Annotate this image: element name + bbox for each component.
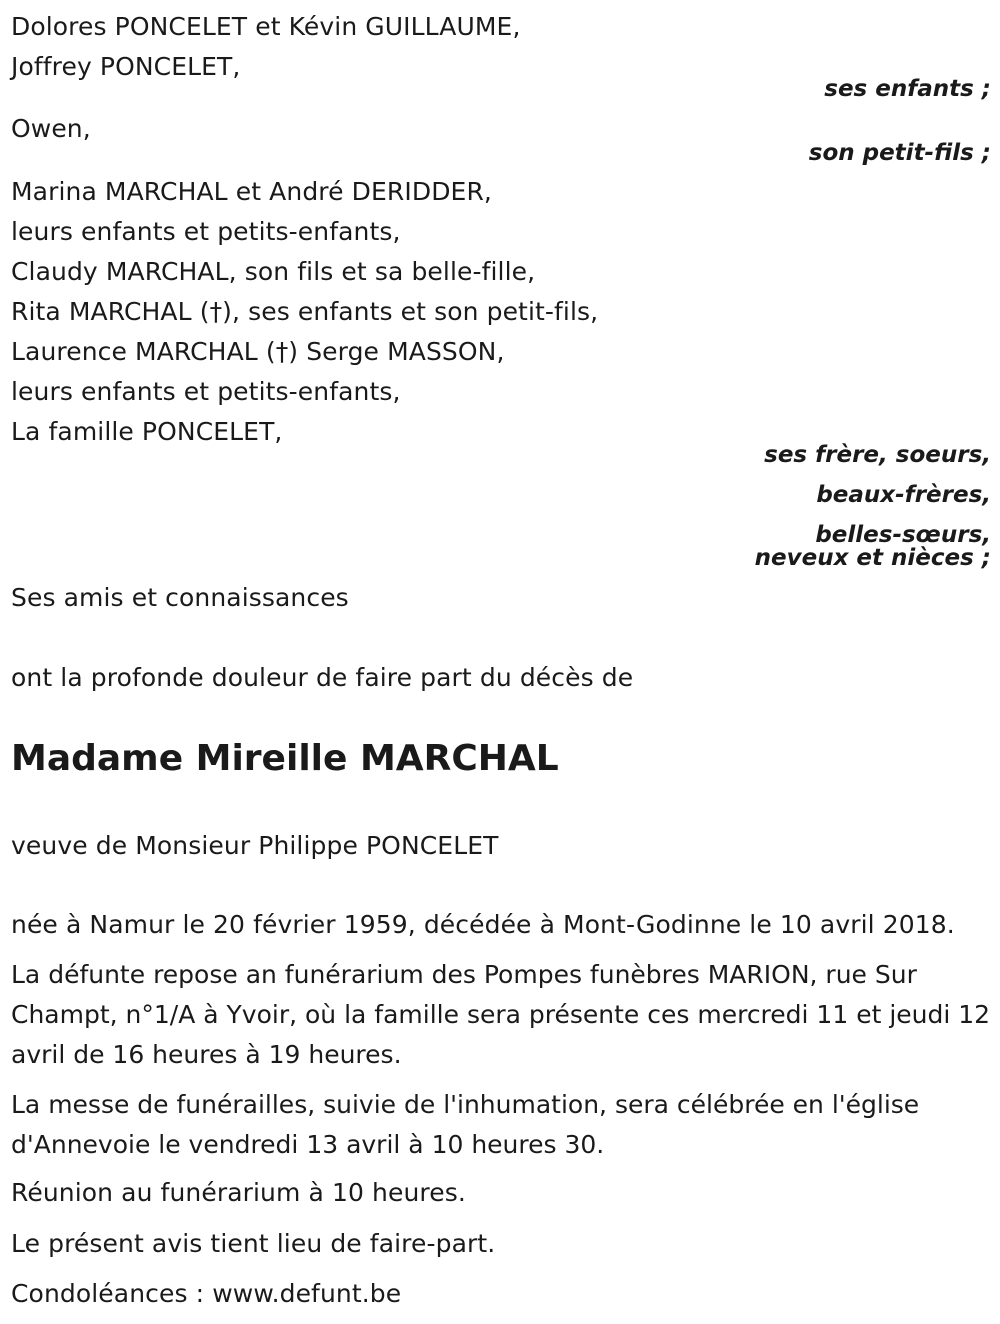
siblings-role-3: belles-sœurs, xyxy=(815,522,991,548)
grandchild-line: Owen, xyxy=(11,114,91,143)
siblings-role-4: neveux et nièces ; xyxy=(754,545,991,571)
siblings-line-5: Laurence MARCHAL (†) Serge MASSON, xyxy=(11,337,505,366)
widow-of: veuve de Monsieur Philippe PONCELET xyxy=(11,831,499,860)
condolences-line: Condoléances : www.defunt.be xyxy=(11,1279,402,1308)
siblings-line-2: leurs enfants et petits-enfants, xyxy=(11,217,401,246)
birth-death: née à Namur le 20 février 1959, décédée à Mont-Godinne le 10 avril 2018. xyxy=(11,910,955,939)
friends-line: Ses amis et connaissances xyxy=(11,583,349,612)
children-line-2: Joffrey PONCELET, xyxy=(11,52,241,81)
siblings-line-4: Rita MARCHAL (†), ses enfants et son petit-fils, xyxy=(11,297,599,326)
announcement: ont la profonde douleur de faire part du décès de xyxy=(11,663,634,692)
funeral-paragraph: La messe de funérailles, suivie de l'inhumation, sera célébrée en l'église d'Annevoie le vendredi 13 avril à 10 heures 30. xyxy=(11,1090,920,1159)
siblings-role-1: ses frère, soeurs, xyxy=(764,442,991,468)
deceased-name: Madame Mireille MARCHAL xyxy=(11,738,559,779)
notice-line: Le présent avis tient lieu de faire-part. xyxy=(11,1229,496,1258)
siblings-role-2: beaux-frères, xyxy=(816,482,991,508)
siblings-line-6: leurs enfants et petits-enfants, xyxy=(11,377,401,406)
siblings-line-1: Marina MARCHAL et André DERIDDER, xyxy=(11,177,492,206)
grandchild-role: son petit-fils ; xyxy=(808,140,991,166)
siblings-line-3: Claudy MARCHAL, son fils et sa belle-fille, xyxy=(11,257,536,286)
children-role: ses enfants ; xyxy=(824,76,991,102)
children-line-1: Dolores PONCELET et Kévin GUILLAUME, xyxy=(11,12,521,41)
meeting-line: Réunion au funérarium à 10 heures. xyxy=(11,1178,466,1207)
visitation-paragraph: La défunte repose an funérarium des Pompes funèbres MARION, rue Sur Champt, n°1/A à Yvoir, où la famille sera présente ces mercredi 11 et jeudi 12 avril de 16 heures à 19 heures. xyxy=(11,960,991,1069)
siblings-line-7: La famille PONCELET, xyxy=(11,417,283,446)
